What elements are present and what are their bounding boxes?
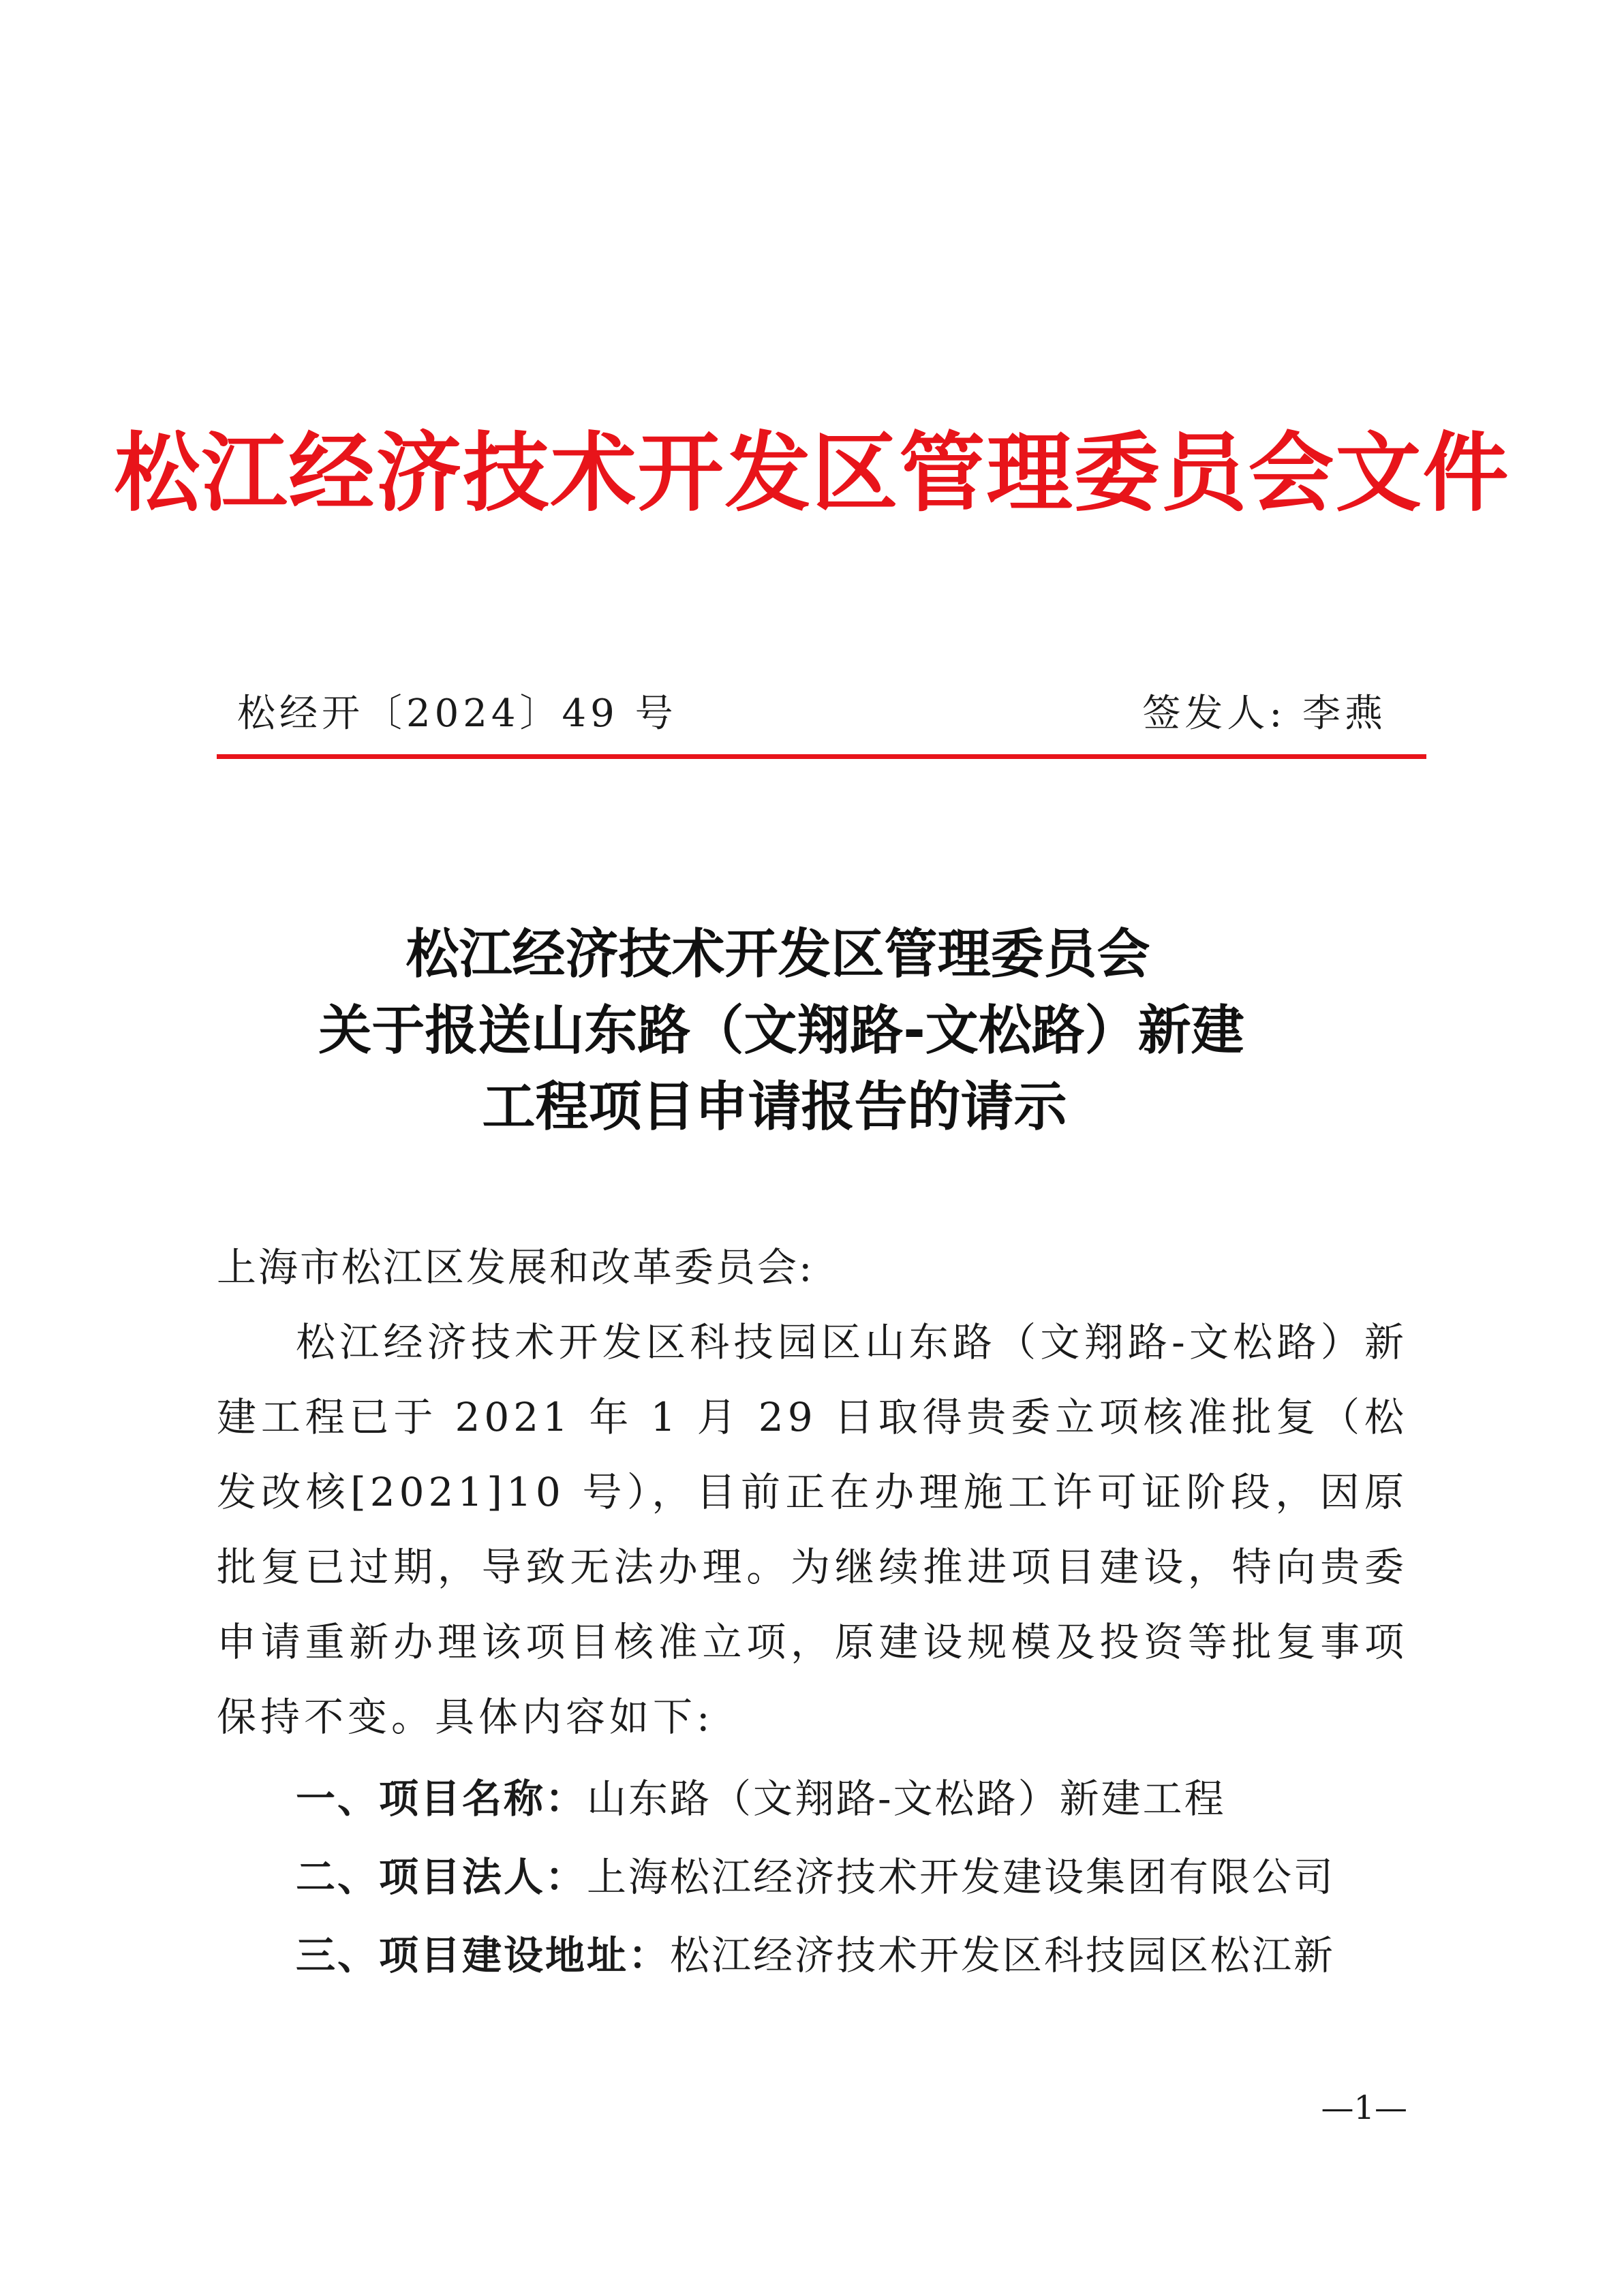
list-item-project-legal-person [296, 1840, 1335, 1914]
document-title [0, 916, 1624, 1145]
document-title-line-1: 松江经济技术开发区管理委员会 [405, 924, 1150, 985]
list-item-value: 松江经济技术开发区科技园区松江新 [670, 1932, 1336, 1979]
addressee: 上海市松江区发展和改革委员会: [217, 1244, 814, 1290]
red-divider-line [217, 754, 1426, 759]
list-item-value: 上海松江经济技术开发建设集团有限公司 [587, 1854, 1336, 1900]
list-item-project-address [296, 1918, 1335, 1993]
list-item-value: 山东路（文翔路-文松路）新建工程 [587, 1775, 1226, 1822]
document-title-line-2: 关于报送山东路（文翔路-文松路）新建 [318, 1000, 1244, 1061]
list-item-label: 一、项目名称： [296, 1775, 587, 1822]
list-item-label: 三、项目建设地址： [296, 1932, 671, 1979]
document-header-title: 松江经济技术开发区管理委员会文件 [114, 423, 1510, 523]
signer: 签发人: 李燕 [1142, 692, 1387, 736]
list-item-label: 二、项目法人： [296, 1854, 587, 1900]
body-paragraph: 松江经济技术开发区科技园区山东路（文翔路-文松路）新建工程已于 2021 年 1 月 29 日取得贵委立项核准批复（松发改核[2021]10 号），目前正在办理施工许可证阶段，因原批复已过期，导致无法办理。为继续推进项目建设，特向贵委申请重新办理该项目核准立项，原建设规模及投资等批复事项保持不变。具体内容如下: [217, 1319, 1408, 1740]
list-item-project-name [296, 1761, 1226, 1836]
document-title-line-3: 工程项目申请报告的请示 [482, 1076, 1067, 1138]
page-number: —1— [1321, 2089, 1407, 2127]
document-number: 松经开〔2024〕49 号 [237, 692, 677, 736]
